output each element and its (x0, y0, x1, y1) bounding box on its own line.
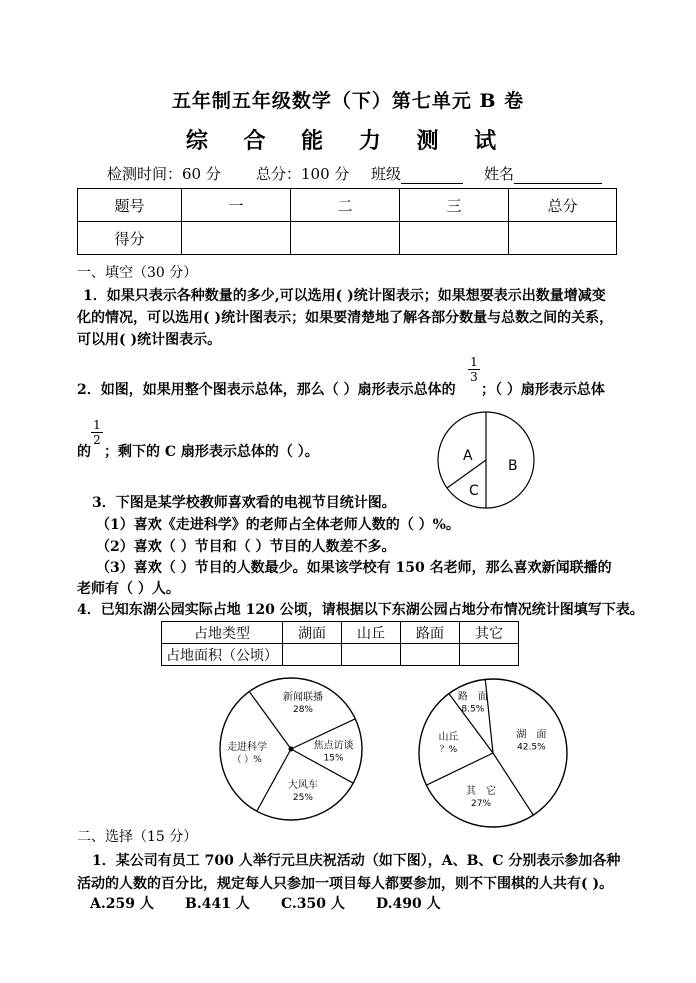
q3-line: （1）喜欢《走进科学》的老师占全体老师人数的（ ）%。 (96, 517, 460, 533)
land-header-cell: 路面 (401, 622, 460, 644)
score-blank (182, 222, 291, 255)
q1-line: 可以用( )统计图表示。 (77, 332, 222, 348)
s2-q1-line: 活动的人数的百分比，规定每人只参加一项目每人都要参加，则不下围棋的人共有( )。 (77, 876, 614, 892)
score-table (77, 188, 617, 255)
class-blank (401, 168, 463, 184)
q1-line: 1．如果只表示各种数量的多少,可以选用( )统计图表示；如果想要表示出数量增减变 (83, 288, 606, 304)
score-blank (291, 222, 400, 255)
section1-heading: 一、填空（30 分） (77, 265, 198, 281)
score-table-header-row (78, 189, 617, 222)
land-blank-cell (342, 644, 401, 666)
land-use-table (161, 621, 519, 666)
pie-slice-label: 山丘 (438, 732, 459, 744)
abc-label-c: C (469, 483, 479, 499)
pie-slice-value: 15% (323, 753, 344, 764)
q2-line1: 2．如图，如果用整个图表示总体，那么（ ）扇形表示总体的 (77, 382, 456, 398)
pie-slice-divider (426, 753, 493, 785)
q2-line2: ；剩下的 C 扇形表示总体的（ ）。 (104, 444, 319, 460)
score-cell: 得分 (78, 222, 182, 255)
pie-slice-divider (257, 749, 291, 811)
abc-pie-divider (447, 460, 486, 488)
pie-slice-value: 28% (292, 705, 314, 716)
land-table-header-row (162, 622, 519, 644)
pie-slice-label: 走进科学 (227, 741, 268, 753)
score-cell: 三 (400, 189, 509, 222)
land-blank-cell (460, 644, 519, 666)
q3-line: （2）喜欢（ ）节目和（ ）节目的人数差不多。 (96, 539, 396, 555)
pie-slice-divider (291, 749, 353, 783)
q2-line2-start: 的 (77, 444, 91, 460)
pie-slice-label: 新闻联播 (283, 692, 324, 704)
fraction-numerator: 1 (93, 418, 101, 432)
q3-line: 3．下图是某学校教师喜欢看的电视节目统计图。 (92, 495, 396, 511)
park-land-pie-chart (415, 673, 575, 833)
land-blank-cell (283, 644, 342, 666)
s2-q1-line: 1．某公司有员工 700 人举行元旦庆祝活动（如下图），A、B、C 分别表示参加各种 (92, 853, 621, 869)
page-subtitle: 综 合 能 力 测 试 (185, 128, 511, 154)
score-cell: 总分 (509, 189, 617, 222)
land-table-area-row (162, 644, 519, 666)
class-field (371, 163, 463, 184)
tv-program-pie-chart (213, 671, 373, 831)
fraction-one-half (91, 419, 103, 446)
q3-line: 老师有（ ）人。 (77, 581, 180, 597)
abc-pie-diagram (436, 411, 536, 511)
class-label: 班级 (371, 165, 402, 183)
pie-slice-value: ？% (439, 745, 458, 756)
fraction-denominator: 3 (470, 370, 478, 384)
score-table-score-row (78, 222, 617, 255)
land-row-label: 占地面积（公顷） (162, 644, 283, 666)
land-header-cell: 其它 (460, 622, 519, 644)
page-title: 五年制五年级数学（下）第七单元 B 卷 (171, 90, 525, 112)
q3-line: （3）喜欢（ ）节目的人数最少。如果该学校有 150 名老师，那么喜欢新闻联播的 (96, 560, 612, 576)
score-cell: 二 (291, 189, 400, 222)
land-header-cell: 湖面 (283, 622, 342, 644)
pie-slice-label: 湖 面 (516, 729, 547, 741)
pie-slice-value: 25% (292, 792, 313, 803)
total-score: 总分：100 分 (256, 165, 350, 183)
land-header-cell: 山丘 (342, 622, 401, 644)
score-blank (400, 222, 509, 255)
name-blank (514, 168, 602, 184)
q1-line: 化的情况，可以选用( )统计图表示；如果要清楚地了解各部分数量与总数之间的关系， (77, 310, 614, 326)
score-cell: 题号 (78, 189, 182, 222)
pie-slice-value: 42.5% (517, 742, 546, 753)
score-blank (509, 222, 617, 255)
fraction-numerator: 1 (470, 355, 478, 369)
pie-slice-value: 8.5% (461, 704, 485, 715)
land-blank-cell (401, 644, 460, 666)
abc-label-a: A (463, 448, 473, 464)
q2-line1-cont: ；（ ）扇形表示总体 (481, 382, 605, 398)
pie-slice-value: 27% (471, 798, 492, 809)
land-header-cell: 占地类型 (162, 622, 283, 644)
option-b: B.441 人 (185, 896, 250, 912)
option-a: A.259 人 (90, 896, 154, 912)
fraction-one-third (468, 356, 480, 383)
score-cell: 一 (182, 189, 291, 222)
fraction-denominator: 2 (93, 433, 101, 447)
pie-slice-divider (493, 753, 533, 815)
option-d: D.490 人 (376, 896, 441, 912)
section2-heading: 二、选择（15 分） (77, 829, 198, 845)
option-c: C.350 人 (281, 896, 345, 912)
abc-label-b: B (508, 458, 518, 474)
exam-time: 检测时间：60 分 (107, 165, 221, 183)
q4-line: 4．已知东湖公园实际占地 120 公顷，请根据以下东湖公园占地分布情况统计图填写下表。 (77, 602, 644, 618)
pie-slice-label: 其 它 (466, 785, 497, 797)
pie-slice-value: （ ）% (232, 754, 262, 765)
name-label: 姓名 (484, 165, 515, 183)
name-field (484, 163, 602, 184)
pie-slice-label: 焦点访谈 (313, 740, 354, 752)
pie-slice-label: 大风车 (287, 779, 318, 791)
pie-center-dot (289, 747, 294, 752)
pie-slice-label: 路 面 (457, 691, 488, 703)
